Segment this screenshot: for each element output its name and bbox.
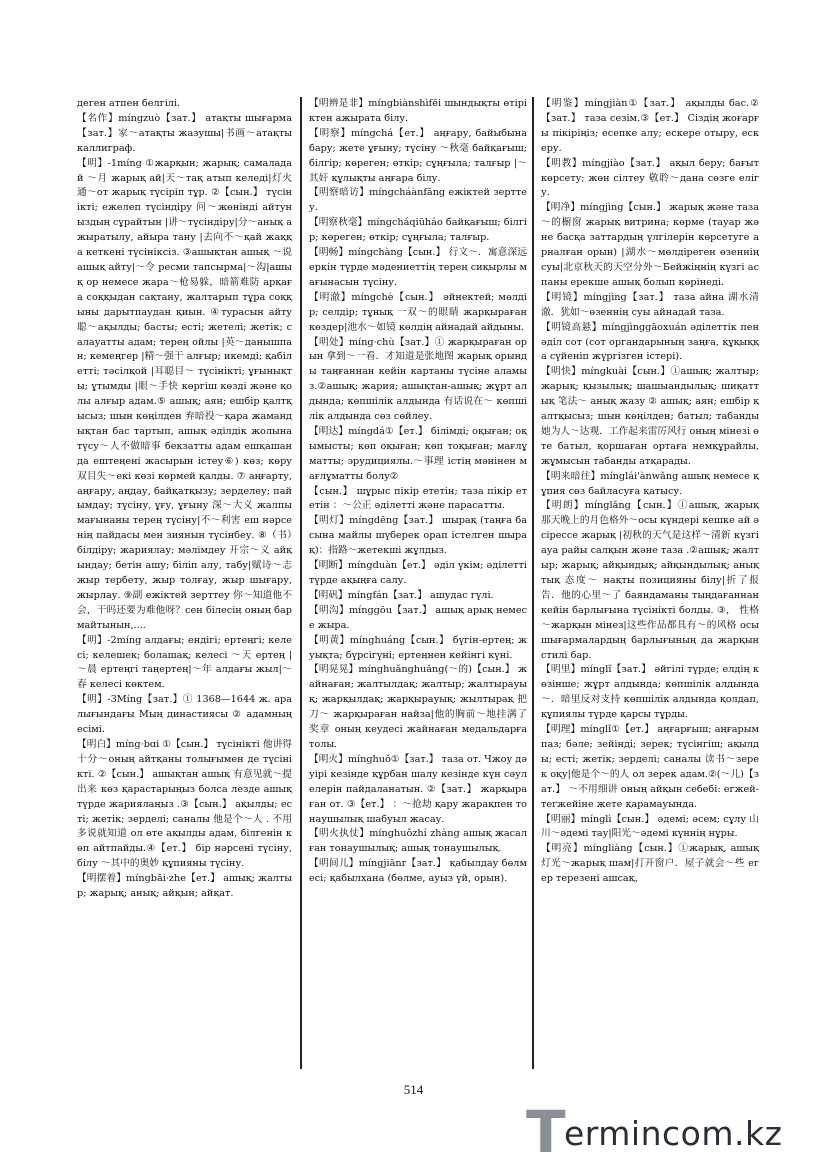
dictionary-entry: 【明间儿】míngjiānr【зат.】 қабылдау бөлмесі; қабылхана (бөлме, ауыз үй, орын). [309,858,527,885]
termincom-logo [524,1098,820,1166]
dictionary-entry: 【明火执仗】mínghuǒzhí zhàng ашық жасалған тонаушылық; ашық тонаушылық. [309,828,527,855]
dictionary-entry: 【明来暗往】mínglái'ànwǎng ашық немесе құпия сөз байласуға қатысу. [541,470,759,497]
column-divider [300,97,302,1069]
column-divider [532,97,534,1069]
dictionary-entry: 【明辨是非】míngbiànshìfēi шындықты өтіріктен ажырата білу. [309,98,527,124]
page-number: 514 [403,1082,424,1097]
dictionary-column-3 [541,97,759,887]
dictionary-entry: 【明察】míngchá【ет.】 аңғару, байыбына бару; жете ұғыну; түсіну ～秋毫 байқағыш; білгір; көреген; өткір; сұңғыла; талғыр |～其奸 құлықты аңғара білу. [309,127,527,184]
logo-wordmark: ermincom.kz [564,1114,783,1153]
dictionary-entry: 【明】-1míng ①жарқын; жарық; самаладай ～月 жарық ай|天～тақ атып келеді|灯火通～от жарық түсіріп тұр. ②【сын.】 түсінікті; ежелеп түсіндіру 问～жөнінді айтуныздың сұрайтын |讲～түсіндіру|分～анық ажыратылу, айыра тану |去向不～қай жаққа кеткені түсініксіз. ③ашықтан ашық ～说 ашық айту|～令 ресми тапсырма|～沟|ашық ор немесе жара～枪易躲，暗箭难防 арқаға соққыдан сақтану, жалтарып тұра соққыны дарытпаудан қиын. ④турасын айту 聪～ақылды; басты; есті; жетелі; жетік; салауатты адам; терең ойлы |英～данышпан; кемеңгер |精～强干 алғыр; икемді; қабілетті; тәсілқой |耳聪目～ түсінікті; ұғынықты; ұтымды |眼～手快 көргіш көзді және қолы алғыр адам.⑤ ашық; аян; ешбір қалтқысыз; шын көңілден 弃暗投～қара жамандықтан бас тартып, ашық әділдік жолына түсу～人不做暗事 бекзатты адам ешқашан да ештеңені жасырын істеу⑥) көз; көру 双目失～екі көзі көрмей қалды. ⑦ аңғарту, аңғару, аңдау, байқатқызу; зерделеу; пайымдау; түсіну, ұғу, ұғыну 深～大义 жалпы мағынаны терең түсіну|不～利害 еш нәрсенің пайдасы мен зиянын түсінбеу. ⑧（书）білдіру; жариялау; мәлімдеу 开宗～义 айқындау; бетін ашу; біліп алу, табу|赋诗～志 жыр тербету, жыр толғау, жыр шығару, жырлау. ⑨副 ежіктей зерттеу 你～知道他不会，干吗还要为难他呀？сен білесің оның бармайтынын,.... [77,157,292,631]
dictionary-entry: 【明处】míng·chù【зат.】① жарқыраған орын 拿到～一看．才知道是张地图 жарық орынды таңғаннан кейін картаны түсіне аламыз.②ашық; жария; ашықтан-ашық; жұрт алдында; көпшілік алдында 有话说在～ көпшілік алдында сөз сөйлеу. [309,336,527,423]
dictionary-entry: 【明里】mínglǐ【зат.】 әйгілі түрде; елдің көзінше; жұрт алдында; көпшілік алдында ～．暗里反对支持 көпшілік алдында қолдап, құпиялы түрде қарсы тұрды. [541,664,759,721]
dictionary-column-2 [309,97,527,887]
dictionary-entry: 【明】-2míng алдағы; ендігі; ертеңгі; келесі; келешек; болашақ; келесі ～天 ертең |～晨 ертеңгі таңертең|～年 алдағы жыл|～春 келесі көктем. [77,634,292,691]
dictionary-column-1 [77,97,292,902]
dictionary-entry: 【明镜高悬】míngjìnggāoxuán әділеттік пен әділ сот (сот органдарының заңға, құқыққа сүйеніп жүргізген істері). [541,321,759,363]
dictionary-entry: 【明教】míngjiào【зат.】 ақыл беру; бағыт көрсету; жөн сілтеу 敬聆～дана сөзге елігу. [541,157,759,199]
dictionary-entry: 【明察暗访】míngcháànfǎng ежіктей зерттеу. [309,187,527,214]
dictionary-entry: 【明亮】míngliàng【сын.】①жарық, ашық 灯光～жарық шам|打开窗户．屋子就会～些 егер терезені ашсақ， [541,843,759,885]
dictionary-entry: 【明鉴】míngjiàn①【зат.】 ақылды бас.②【зат.】 таза сезім.③【ет.】 Сіздің жоғарғы пікіріңіз; есепке алу; ескере отыру, ескеру. [541,98,759,154]
dictionary-entry: 【明灯】míngdēng【зат.】 шырақ (таңға басына майлы шүберек орап істелген шырақ)：指路～жетекші жұлдыз. [309,515,527,557]
logo-t-mark: T [526,1098,566,1166]
dictionary-entry: 【明快】míngkuài【сын.】①ашық; жалтыр; жарық; қызылық; шашыандылық; шиқаттық 笔法～ анық жазу ② ашық; аян; ешбір қалтқысыз; шын көңілден; батыл; табанды 她为人～达观．工作起来雷厉风行 оның мінезі өте батыл, қоршаған ортаға немқұрайлы, жұмысын табанды атқарады. [541,366,759,467]
dictionary-entry: 【明黄】mínghuáng【сын.】 бүгін-ертең; жуықта; бүрсігүні; ертеңнен кейінгі күні. [309,634,527,661]
dictionary-entry: 【сын.】 шұрыс пікір ететін; таза пікір ететін ：～公正 әділетті және парасатты. [309,485,527,512]
dictionary-entry: 【明理】mínglǐ①【ет.】 аңғарғыш; аңғарымпаз; бәле; зейінді; зерек; түсінгіш; ақылды; есті; жетік; зерделі; саналы 读书～зерек оқу|他是个～的人 ол зерек адам.②(～儿)【зат.】 ～不用细讲 оның айқын себебі: егжей-тегжейіне жете қарамауында. [541,724,759,810]
dictionary-entry: 【明畅】míngchàng【сын.】 行文～．寓意深远 еркін түрде мәдениеттің терең сиқырлы мағынасын түсіну. [309,247,527,288]
dictionary-entry: 【明朗】mínglǎng【сын.】①ашық, жарық 那天晚上的月色格外～осы күндері кешке ай әсірессе жарық |初秋的天气是这样～清新 күзгі ауа райы салқын және таза .②ашық; жалтыр; жарық; айқындық; айқындылық; анықтық 态度～ нақты позицияны білу|折了报告．他的心里～了 баяндаманы тыңдағаннан кейін барлығына түсінікті болды. ③， 性格～жарқын мінез|这些作品都具有～的风格 осы шығармалардың барлығының да жарқын стилі бар. [541,500,759,661]
dictionary-entry: 【明】-3Míng【зат.】① 1368—1644 ж. аралығындағы Мың династиясы ② адамның есімі. [77,694,292,736]
dictionary-entry: 【明镜】míngjìng【зат.】 таза айна 湖水清澈．犹如～өзеннің суы айнадай таза. [541,291,759,318]
dictionary-entry: 【明澈】míngchè【сын.】 әйнектей; мөлдір; селдір; тұнық 一双～的眼睛 жарқыраған көздер|池水～如镜 көлдің айнадай айдыны. [309,291,527,333]
dictionary-entry: 【名作】míngzuò【зат.】 атақты шығарма【зат.】家～атақты жазушы|书画～атақты каллиграф. [77,112,292,154]
dictionary-entry: 【明晃晃】mínghuǎnghuǎng(～的)【сын.】 жайнаған; жалтылдақ; жалтыр; жалтырауық; жарқылдақ; жарқырауық; жылтырақ 把刀～ жарқыраған найза|他的胸前～地挂满了奖章 оның кеудесі жайнаған медальдарға толы. [309,664,527,750]
dictionary-entry: 【明矾】míngfán【зат.】 ашудас гүлі. [309,589,494,601]
dictionary-entry: 【明丽】mínglì【сын.】 әдемі; әсем; сұлу 山川～әдемі тау|阳光～әдемі күннің нұры. [541,813,759,840]
dictionary-entry: 【明察秋毫】míngcháqiūháo байқағыш; білгір; көреген; өткір; сұңғыла; талғыр. [309,217,527,244]
dictionary-entry: 【明净】míngjìng【сын.】 жарық және таза ～的橱窗 жарық витрина; көрме (тауар және басқа заттардың үлгілерін көрсетуге арналған орын) |湖水～мөлдіреген өзеннің суы|北京秋天的天空分外～Бейжіңнің күзгі аспаны ерекше ашық болып көрінеді. [541,202,759,288]
dictionary-entry: деген атпен белгілі. [77,98,181,109]
dictionary-entry: 【明火】mínghuǒ①【зат.】 таза от. Чжоу дәуірі кезінде құрбан шалу кезінде күн сәулелерін пайдаланатын. ②【зат.】 жарқыраған от. ③【ет.】 ：～抢劫 қару жарақпен тонаушылық шабуыл жасау. [309,753,527,825]
dictionary-entry: 【明白】míng·bɑi ①【сын.】 түсінікті 他讲得十分～оның айтқаны толығымен де түсінікті. ②【сын.】 ашықтан ашық 有意见就～提出来 көз қарастарыңыз болса лезде ашық түрде жариялаңыз .③【сын.】 ақылды; есті; жетік; зерделі; саналы 他是个～人 . 不用多说就知道 ол өте ақылды адам, білгенін көп айтпайды.④【ет.】 бір нәрсені түсіну, білу ～其中的奥妙 құпияны түсіну. [77,738,292,870]
dictionary-entry: 【明沟】mínggōu【зат.】 ашық арық немесе жыра. [309,604,527,631]
dictionary-entry: 【明达】míngdá①【ет.】 білімді; оқыған; оқымысты; көп оқыған; көп тоқыған; мағлұматты; эрудициялы.～事理 істің мәнінен мағлұматты болу② [309,425,527,482]
dictionary-entry: 【明摆着】míngbǎi·zhe【ет.】 ашық; жалтыр; жарық; анық; айқын; айқат. [77,873,292,900]
dictionary-entry: 【明断】míngduàn【ет.】 әділ үкім; әділетті түрде ақыңға салу. [309,560,527,586]
